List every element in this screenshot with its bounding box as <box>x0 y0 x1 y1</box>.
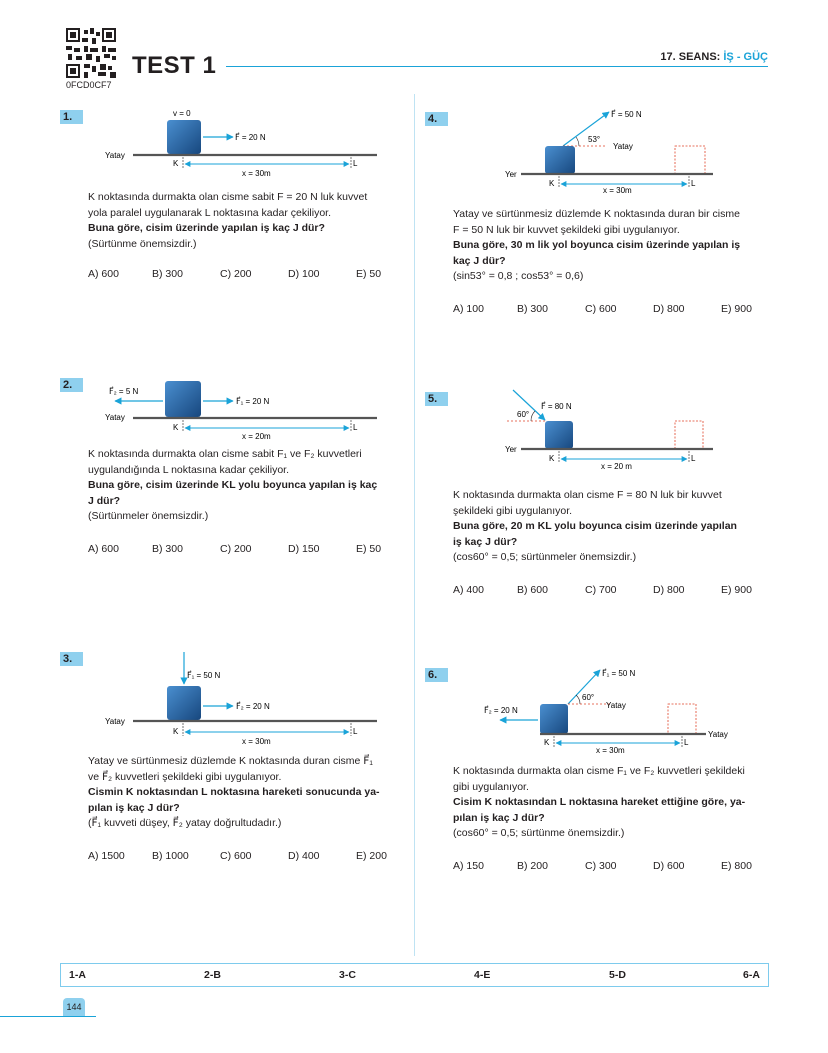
question-line: Yatay ve sürtünmesiz düzlemde K noktasında duran bir cisme <box>453 208 740 220</box>
page-number: 144 <box>63 998 85 1016</box>
label-force: F⃗ = 20 N <box>235 133 266 142</box>
block <box>545 146 575 174</box>
final-position-outline <box>668 704 696 734</box>
question-line: Buna göre, cisim üzerinde yapılan iş kaç J dür? <box>88 222 325 234</box>
option-a[interactable]: A) 150 <box>453 860 484 872</box>
label-distance: x = 20m <box>242 432 271 441</box>
option-c[interactable]: C) 300 <box>585 860 617 872</box>
label-angle: 60° <box>582 693 595 702</box>
question-line: iş kaç J dür? <box>453 535 518 548</box>
block <box>165 381 201 417</box>
question-line: Cisim K noktasından L noktasına hareket ettiğine göre, ya- <box>453 796 746 808</box>
option-c[interactable]: C) 200 <box>220 543 252 555</box>
answer-item: 1-A <box>69 969 86 981</box>
label-distance: x = 30m <box>242 737 271 746</box>
question-2-figure <box>95 375 385 445</box>
label-force: F⃗ = 50 N <box>611 110 642 119</box>
question-3-text <box>88 754 403 832</box>
option-e[interactable]: E) 200 <box>356 850 387 862</box>
question-2-options <box>88 543 403 557</box>
question-line: K noktasında durmakta olan cisme F = 80 N luk bir kuvvet <box>453 489 722 501</box>
question-2-text <box>88 447 403 525</box>
question-line: K noktasında durmakta olan cisme sabit F₁ ve F₂ kuvvetleri <box>88 448 362 460</box>
label-angle: 60° <box>517 410 530 419</box>
label-surface: Yatay <box>708 730 728 739</box>
label-distance: x = 30m <box>603 186 632 195</box>
question-number: 1. <box>60 110 83 124</box>
label-k: K <box>549 179 555 188</box>
option-c[interactable]: C) 700 <box>585 584 617 596</box>
option-b[interactable]: B) 600 <box>517 584 548 596</box>
question-3-options <box>88 850 403 864</box>
option-c[interactable]: C) 600 <box>220 850 252 862</box>
option-b[interactable]: B) 200 <box>517 860 548 872</box>
final-position-outline <box>675 421 703 449</box>
question-line: pılan iş kaç J dür? <box>88 801 180 814</box>
option-b[interactable]: B) 1000 <box>152 850 189 862</box>
label-l: L <box>353 727 358 736</box>
question-line: (cos60° = 0,5; sürtünmeler önemsizdir.) <box>453 551 637 563</box>
option-d[interactable]: D) 100 <box>288 268 320 280</box>
question-6-text <box>453 764 768 842</box>
question-5-figure <box>495 384 725 474</box>
question-line: gibi uygulanıyor. <box>453 780 529 793</box>
question-4-options <box>453 303 768 317</box>
option-a[interactable]: A) 600 <box>88 268 119 280</box>
label-surface: Yer <box>505 445 517 454</box>
label-surface: Yer <box>505 170 517 179</box>
session-prefix: 17. SEANS: <box>660 51 724 63</box>
question-line: (cos60° = 0,5; sürtünme önemsizdir.) <box>453 827 625 839</box>
question-line: pılan iş kaç J dür? <box>453 811 545 824</box>
label-surface: Yatay <box>105 151 125 160</box>
page-number-line <box>0 1016 96 1017</box>
question-4-figure <box>495 102 725 197</box>
question-line: (Sürtünme önemsizdir.) <box>88 237 197 250</box>
header-divider <box>226 66 768 67</box>
option-d[interactable]: D) 600 <box>653 860 685 872</box>
option-e[interactable]: E) 800 <box>721 860 752 872</box>
block <box>545 421 573 449</box>
option-c[interactable]: C) 200 <box>220 268 252 280</box>
label-force-2: F⃗₂ = 20 N <box>484 706 518 715</box>
label-k: K <box>173 727 179 736</box>
option-d[interactable]: D) 800 <box>653 584 685 596</box>
answer-item: 5-D <box>609 969 626 981</box>
block <box>167 686 201 720</box>
question-line: Buna göre, 20 m KL yolu boyunca cisim üzerinde yapılan <box>453 520 737 532</box>
label-l: L <box>353 159 358 168</box>
question-1-options <box>88 268 403 282</box>
label-k: K <box>173 159 179 168</box>
question-line: şekildeki gibi uygulanıyor. <box>453 504 573 517</box>
option-a[interactable]: A) 400 <box>453 584 484 596</box>
answer-item: 6-A <box>743 969 760 981</box>
question-line: K noktasında durmakta olan cisme sabit F = 20 N luk kuvvet <box>88 191 368 203</box>
block <box>167 120 201 154</box>
label-distance: x = 20 m <box>601 462 632 471</box>
label-force: F⃗ = 80 N <box>541 402 572 411</box>
session-title <box>660 51 768 63</box>
label-velocity: v = 0 <box>173 109 191 118</box>
option-e[interactable]: E) 50 <box>356 268 382 280</box>
question-1-figure <box>95 102 385 182</box>
block <box>540 704 568 734</box>
option-a[interactable]: A) 100 <box>453 303 484 315</box>
answer-item: 2-B <box>204 969 221 981</box>
label-force-2: F⃗₂ = 5 N <box>109 387 139 396</box>
option-b[interactable]: B) 300 <box>152 543 183 555</box>
option-d[interactable]: D) 400 <box>288 850 320 862</box>
qr-code-image <box>66 28 116 78</box>
label-force-1: F⃗₁ = 50 N <box>187 671 221 680</box>
question-4-text <box>453 207 768 285</box>
question-line: kaç J dür? <box>453 254 506 267</box>
option-a[interactable]: A) 1500 <box>88 850 125 862</box>
question-line: Buna göre, 30 m lik yol boyunca cisim üzerinde yapılan iş <box>453 239 741 251</box>
option-e[interactable]: E) 900 <box>721 584 752 596</box>
answer-item: 4-E <box>474 969 491 981</box>
question-line: (sin53° = 0,8 ; cos53° = 0,6) <box>453 270 584 282</box>
label-k: K <box>173 423 179 432</box>
column-divider <box>414 94 415 956</box>
label-force-2: F⃗₂ = 20 N <box>236 702 270 711</box>
label-distance: x = 30m <box>596 746 625 755</box>
option-b[interactable]: B) 300 <box>152 268 183 280</box>
label-force-1: F⃗₁ = 20 N <box>236 397 270 406</box>
page-title: TEST 1 <box>132 52 217 79</box>
question-6-figure <box>480 660 750 760</box>
label-distance: x = 30m <box>242 169 271 178</box>
answer-key <box>60 963 769 987</box>
question-1-text <box>88 190 403 252</box>
question-number: 3. <box>60 652 83 666</box>
label-surface: Yatay <box>105 413 125 422</box>
question-line: Buna göre, cisim üzerinde KL yolu boyunca yapılan iş kaç <box>88 479 378 491</box>
label-k: K <box>544 738 550 747</box>
question-5-options <box>453 584 768 598</box>
question-5-text <box>453 488 768 566</box>
answer-item: 3-C <box>339 969 356 981</box>
question-line: F = 50 N luk bir kuvvet şekildeki gibi uygulanıyor. <box>453 223 680 236</box>
question-number: 2. <box>60 378 83 392</box>
question-line: Cismin K noktasından L noktasına hareketi sonucunda ya- <box>88 786 380 798</box>
option-d[interactable]: D) 150 <box>288 543 320 555</box>
question-line: J dür? <box>88 494 121 507</box>
label-l: L <box>691 454 696 463</box>
question-6-options <box>453 860 768 874</box>
question-line: ve F⃗₂ kuvvetleri şekildeki gibi uygulanıyor. <box>88 770 282 783</box>
question-number: 6. <box>425 668 448 682</box>
final-position-outline <box>675 146 705 174</box>
question-line: uygulandığında L noktasına kadar çekiliyor. <box>88 463 289 476</box>
qr-code-label: 0FCD0CF7 <box>66 80 112 90</box>
session-topic: İŞ - GÜÇ <box>723 51 768 63</box>
label-force-1: F⃗₁ = 50 N <box>602 669 636 678</box>
label-l: L <box>353 423 358 432</box>
label-k: K <box>549 454 555 463</box>
label-horizontal: Yatay <box>613 142 633 151</box>
question-number: 4. <box>425 112 448 126</box>
question-number: 5. <box>425 392 448 406</box>
option-a[interactable]: A) 600 <box>88 543 119 555</box>
question-line: (Sürtünmeler önemsizdir.) <box>88 510 209 522</box>
label-angle: 53° <box>588 135 601 144</box>
question-line: (F⃗₁ kuvveti düşey, F⃗₂ yatay doğrultudadır.) <box>88 817 282 829</box>
option-c[interactable]: C) 600 <box>585 303 617 315</box>
label-horizontal: Yatay <box>606 701 626 710</box>
question-3-figure <box>95 650 385 750</box>
question-line: Yatay ve sürtünmesiz düzlemde K noktasında duran cisme F⃗₁ <box>88 755 373 767</box>
force-arrow <box>563 112 609 146</box>
option-e[interactable]: E) 900 <box>721 303 752 315</box>
option-e[interactable]: E) 50 <box>356 543 382 555</box>
label-surface: Yatay <box>105 717 125 726</box>
label-l: L <box>691 179 696 188</box>
label-l: L <box>684 738 689 747</box>
option-b[interactable]: B) 300 <box>517 303 548 315</box>
option-d[interactable]: D) 800 <box>653 303 685 315</box>
question-line: yola paralel uygulanarak L noktasına kadar çekiliyor. <box>88 206 332 219</box>
question-line: K noktasında durmakta olan cisme F₁ ve F₂ kuvvetleri şekildeki <box>453 765 745 777</box>
